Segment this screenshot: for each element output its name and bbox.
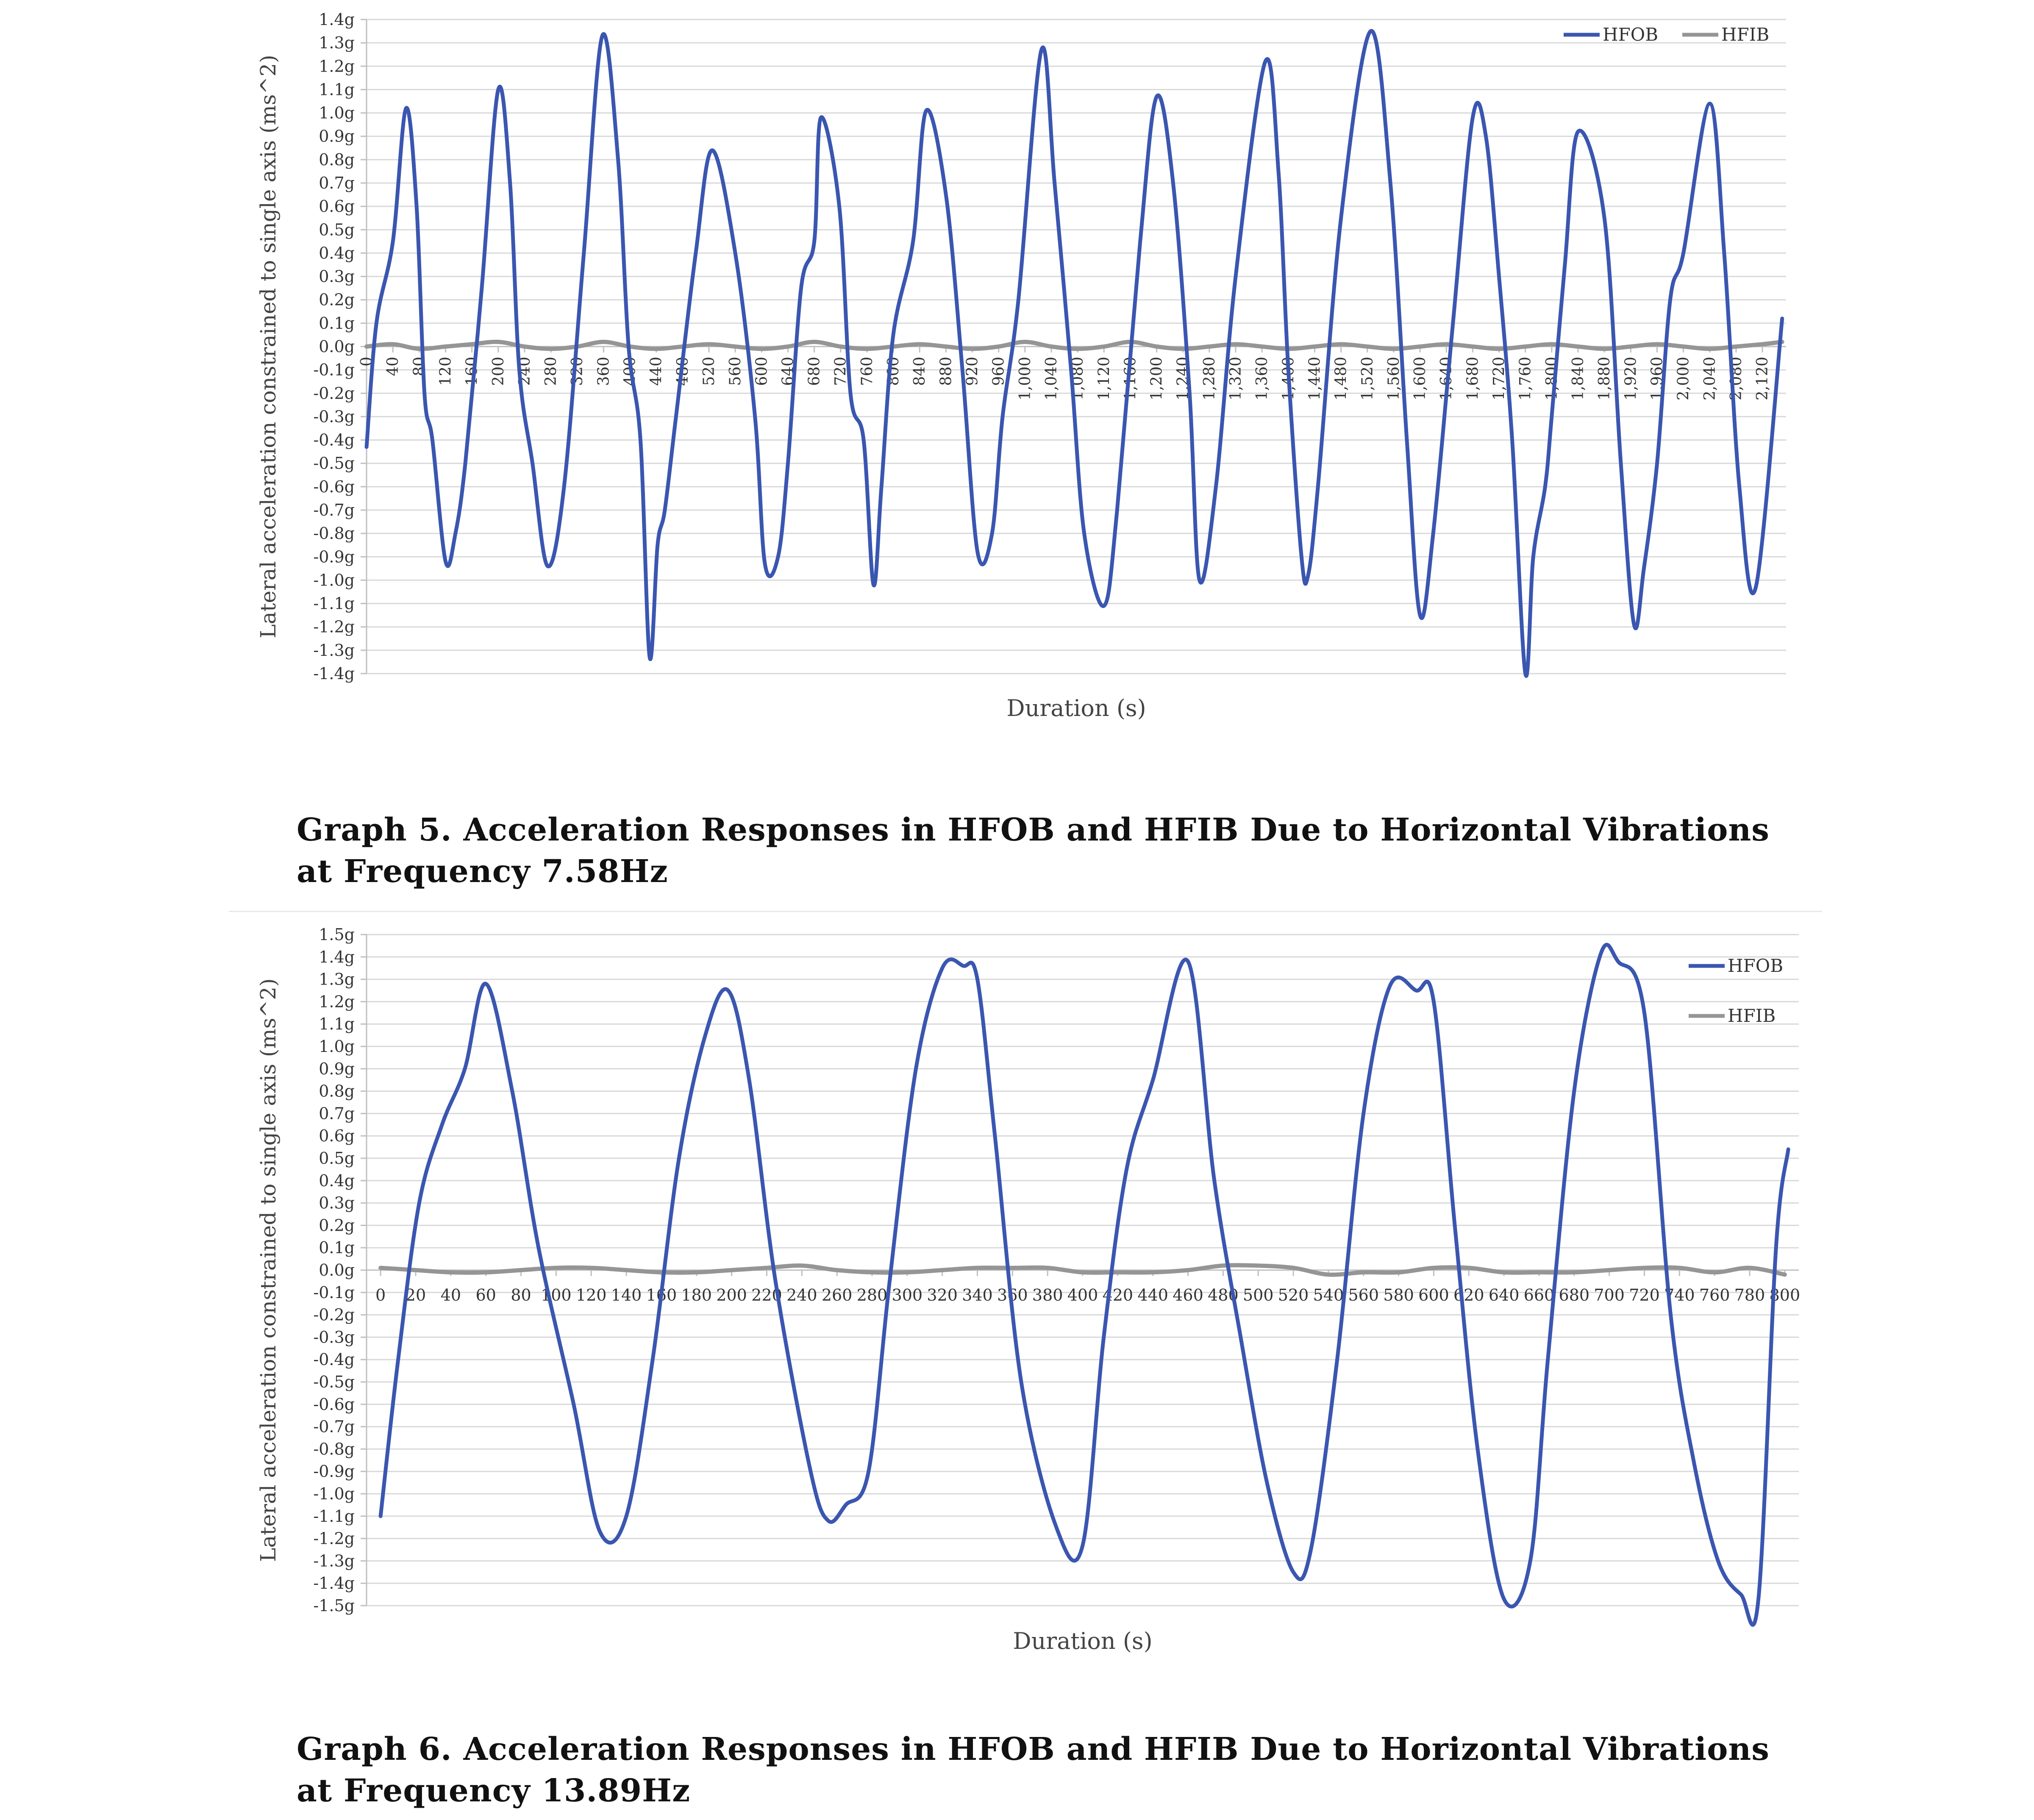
- x-tick-label: 400: [1067, 1286, 1098, 1304]
- x-tick-label: 160: [463, 357, 481, 386]
- y-tick-label: -0.4g: [313, 1350, 355, 1369]
- x-tick-label: 2,000: [1675, 357, 1692, 401]
- x-tick-label: 1,960: [1648, 357, 1666, 401]
- caption-line-2: at Frequency 13.89Hz: [297, 1773, 691, 1809]
- x-tick-label: 1,560: [1385, 357, 1403, 401]
- x-tick-label: 920: [964, 357, 981, 386]
- x-tick-label: 80: [511, 1286, 531, 1304]
- y-tick-label: 1.3g: [319, 970, 355, 989]
- x-tick-label: 1,880: [1596, 357, 1614, 401]
- x-tick-label: 100: [541, 1286, 572, 1304]
- y-tick-label: -1.3g: [313, 1551, 355, 1570]
- y-tick-label: 0.6g: [319, 197, 355, 216]
- x-tick-label: 1,320: [1227, 357, 1245, 401]
- y-tick-label: 1.2g: [319, 57, 355, 76]
- x-tick-label: 800: [885, 357, 903, 386]
- x-tick-label: 480: [674, 357, 692, 386]
- y-tick-label: -0.8g: [313, 524, 355, 543]
- x-tick-label: 1,680: [1464, 357, 1482, 401]
- x-tick-label: 340: [962, 1286, 993, 1304]
- x-tick-label: 0: [375, 1286, 386, 1304]
- y-tick-label: -0.3g: [313, 1328, 355, 1347]
- x-tick-label: 560: [727, 357, 745, 386]
- y-tick-label: -1.4g: [313, 1574, 355, 1593]
- x-tick-label: 400: [621, 357, 639, 386]
- y-tick-label: -0.3g: [313, 407, 355, 426]
- y-tick-label: -1.3g: [313, 641, 355, 660]
- x-tick-label: 840: [911, 357, 929, 386]
- x-tick-label: 240: [516, 357, 534, 386]
- x-tick-label: 1,240: [1174, 357, 1192, 401]
- y-tick-label: -0.6g: [313, 1395, 355, 1414]
- x-axis: [367, 1270, 1800, 1304]
- x-tick-label: 200: [716, 1286, 747, 1304]
- x-tick-label: 800: [1769, 1286, 1801, 1304]
- line-chart-graph-5: [0, 0, 2034, 805]
- x-tick-label: 1,920: [1622, 357, 1640, 401]
- legend-label-hfib: HFIB: [1728, 1005, 1776, 1026]
- x-tick-label: 660: [1523, 1286, 1555, 1304]
- series-line-hfob: [367, 31, 1782, 676]
- y-tick-label: 0.9g: [319, 1059, 355, 1078]
- x-tick-label: 1,840: [1569, 357, 1587, 401]
- x-tick-label: 1,480: [1332, 357, 1350, 401]
- y-tick-label: 1.4g: [319, 947, 355, 966]
- x-tick-label: 360: [595, 357, 613, 386]
- x-tick-label: 2,080: [1727, 357, 1745, 401]
- y-tick-label: 0.8g: [319, 150, 355, 169]
- x-tick-label: 640: [779, 357, 797, 386]
- y-tick-label: -0.8g: [313, 1440, 355, 1459]
- line-chart-graph-6: [0, 911, 2034, 1724]
- x-tick-label: 1,000: [1016, 357, 1034, 401]
- y-tick-label: -1.2g: [313, 617, 355, 636]
- y-tick-label: 0.1g: [319, 314, 355, 333]
- x-tick-label: 1,800: [1543, 357, 1561, 401]
- y-tick-label: -0.9g: [313, 1462, 355, 1481]
- x-tick-label: 880: [937, 357, 955, 386]
- caption-line-1: Graph 5. Acceleration Responses in HFOB and HFIB Due to Horizontal Vibrations: [297, 812, 1770, 848]
- x-tick-label: 420: [1102, 1286, 1134, 1304]
- x-tick-label: 1,200: [1148, 357, 1166, 401]
- y-tick-label: -0.9g: [313, 547, 355, 566]
- y-tick-label: -0.2g: [313, 384, 355, 403]
- x-tick-label: 360: [997, 1286, 1028, 1304]
- x-tick-label: 960: [990, 357, 1008, 386]
- legend-label-hfib: HFIB: [1721, 24, 1770, 45]
- x-tick-label: 560: [1348, 1286, 1379, 1304]
- x-tick-label: 320: [927, 1286, 958, 1304]
- x-tick-label: 280: [856, 1286, 888, 1304]
- x-tick-label: 300: [892, 1286, 923, 1304]
- legend-label-hfob: HFOB: [1603, 24, 1659, 45]
- x-tick-label: 1,360: [1253, 357, 1271, 401]
- y-tick-label: 1.0g: [319, 1037, 355, 1056]
- x-tick-label: 120: [437, 357, 455, 386]
- y-tick-label: -1.5g: [313, 1596, 355, 1615]
- y-tick-label: -0.5g: [313, 1373, 355, 1391]
- y-tick-label: 0.0g: [319, 337, 355, 356]
- x-tick-label: 440: [647, 357, 665, 386]
- x-tick-label: 2,040: [1701, 357, 1719, 401]
- x-tick-label: 260: [821, 1286, 853, 1304]
- y-tick-label: -1.2g: [313, 1529, 355, 1548]
- y-tick-label: 1.5g: [319, 925, 355, 944]
- legend: [1689, 955, 1783, 1026]
- caption-line-2: at Frequency 7.58Hz: [297, 853, 668, 890]
- y-tick-label: -0.7g: [313, 1417, 355, 1436]
- y-tick-label: 1.0g: [319, 103, 355, 122]
- y-tick-label: 0.3g: [319, 267, 355, 286]
- figure-caption-graph-6: [297, 1728, 1780, 1812]
- x-tick-label: 640: [1488, 1286, 1520, 1304]
- x-tick-label: 200: [489, 357, 507, 386]
- y-axis-title: Lateral acceleration constrained to single axis (ms^2): [256, 978, 281, 1562]
- y-tick-label: -0.7g: [313, 501, 355, 519]
- x-tick-label: 620: [1453, 1286, 1484, 1304]
- y-tick-label: 1.2g: [319, 992, 355, 1011]
- x-tick-label: 140: [611, 1286, 642, 1304]
- y-tick-label: 0.7g: [319, 174, 355, 192]
- x-tick-label: 1,760: [1517, 357, 1534, 401]
- series-line-hfib: [367, 342, 1782, 349]
- y-tick-label: -0.4g: [313, 430, 355, 449]
- y-tick-label: -1.4g: [313, 664, 355, 683]
- y-tick-label: 0.2g: [319, 1216, 355, 1235]
- y-tick-label: 0.2g: [319, 290, 355, 309]
- y-tick-label: -1.0g: [313, 571, 355, 590]
- y-tick-label: 0.7g: [319, 1104, 355, 1123]
- x-tick-label: 740: [1664, 1286, 1695, 1304]
- x-tick-label: 120: [575, 1286, 607, 1304]
- y-tick-label: 1.3g: [319, 33, 355, 53]
- x-tick-label: 1,440: [1306, 357, 1324, 401]
- x-tick-label: 1,080: [1069, 357, 1087, 401]
- x-tick-label: 1,520: [1359, 357, 1376, 401]
- y-tick-label: -0.1g: [313, 361, 355, 380]
- x-tick-label: 1,280: [1200, 357, 1218, 401]
- y-axis: [313, 925, 367, 1615]
- y-tick-label: 0.9g: [319, 127, 355, 146]
- y-tick-label: 0.1g: [319, 1238, 355, 1257]
- y-tick-label: 0.0g: [319, 1261, 355, 1279]
- x-tick-label: 280: [542, 357, 560, 386]
- x-tick-label: 500: [1242, 1286, 1274, 1304]
- chart-panel-graph-6: [0, 911, 2034, 1820]
- x-tick-label: 720: [832, 356, 850, 386]
- x-tick-label: 700: [1594, 1286, 1625, 1304]
- x-tick-label: 780: [1734, 1286, 1765, 1304]
- x-tick-label: 80: [411, 356, 428, 376]
- y-tick-label: -0.5g: [313, 454, 355, 473]
- x-tick-label: 60: [475, 1286, 496, 1304]
- y-tick-label: 0.3g: [319, 1193, 355, 1212]
- x-tick-label: 320: [569, 357, 586, 386]
- x-tick-label: 540: [1313, 1286, 1344, 1304]
- y-tick-label: 0.5g: [319, 1149, 355, 1168]
- x-tick-label: 2,120: [1754, 357, 1772, 401]
- x-tick-label: 460: [1173, 1286, 1203, 1304]
- x-tick-label: 180: [681, 1286, 712, 1304]
- x-tick-label: 720: [1629, 1286, 1660, 1304]
- y-tick-label: -1.1g: [313, 594, 355, 613]
- y-tick-label: 0.4g: [319, 1171, 355, 1190]
- y-tick-label: 0.4g: [319, 244, 355, 263]
- x-tick-label: 40: [440, 1286, 461, 1304]
- x-tick-label: 1,400: [1280, 357, 1298, 401]
- x-axis-title: Duration (s): [1006, 695, 1146, 721]
- x-tick-label: 680: [806, 357, 823, 386]
- y-tick-label: -0.2g: [313, 1305, 355, 1324]
- x-tick-label: 600: [1418, 1286, 1449, 1304]
- caption-line-1: Graph 6. Acceleration Responses in HFOB and HFIB Due to Horizontal Vibrations: [297, 1731, 1770, 1767]
- x-tick-label: 20: [405, 1286, 426, 1304]
- legend: [1564, 24, 1769, 45]
- x-tick-label: 480: [1208, 1286, 1239, 1304]
- x-tick-label: 520: [1278, 1286, 1309, 1304]
- x-tick-label: 220: [751, 1286, 782, 1304]
- x-tick-label: 1,600: [1412, 357, 1429, 401]
- x-tick-label: 1,040: [1042, 357, 1060, 401]
- figure-caption-graph-5: [297, 809, 1780, 892]
- x-tick-label: 1,640: [1438, 357, 1456, 401]
- y-tick-label: -1.0g: [313, 1484, 355, 1503]
- x-tick-label: 0: [358, 357, 375, 366]
- y-tick-label: 0.6g: [319, 1126, 355, 1146]
- x-tick-label: 1,720: [1490, 357, 1508, 401]
- x-tick-label: 760: [1699, 1286, 1730, 1304]
- legend-label-hfob: HFOB: [1728, 955, 1784, 976]
- x-tick-label: 1,120: [1095, 357, 1113, 401]
- x-tick-label: 680: [1559, 1286, 1590, 1304]
- y-tick-label: -0.1g: [313, 1283, 355, 1302]
- y-tick-label: 1.4g: [319, 10, 355, 29]
- x-tick-label: 760: [858, 357, 876, 386]
- y-tick-label: 1.1g: [319, 1015, 355, 1034]
- x-tick-label: 380: [1032, 1286, 1063, 1304]
- y-tick-label: -1.1g: [313, 1506, 355, 1526]
- x-tick-label: 580: [1383, 1286, 1414, 1304]
- y-axis: [313, 10, 367, 683]
- y-tick-label: 0.5g: [319, 220, 355, 239]
- x-axis-title: Duration (s): [1013, 1628, 1153, 1654]
- y-tick-label: 0.8g: [319, 1082, 355, 1101]
- y-tick-label: 1.1g: [319, 80, 355, 99]
- x-tick-label: 600: [753, 357, 771, 386]
- x-tick-label: 1,160: [1122, 357, 1139, 401]
- x-tick-label: 40: [384, 357, 402, 376]
- x-tick-label: 240: [786, 1286, 817, 1304]
- x-tick-label: 160: [646, 1286, 677, 1304]
- y-axis-title: Lateral acceleration constrained to single axis (ms^2): [256, 55, 281, 638]
- x-tick-label: 520: [700, 357, 718, 386]
- x-tick-label: 440: [1137, 1286, 1168, 1304]
- y-tick-label: -0.6g: [313, 477, 355, 496]
